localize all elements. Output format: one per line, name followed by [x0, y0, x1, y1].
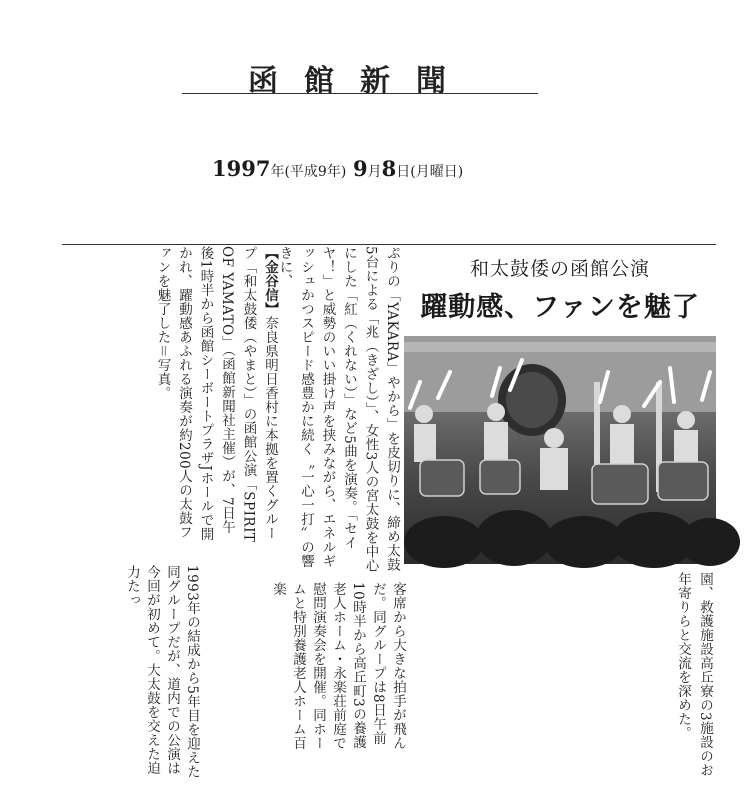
article-column-5: 園、救護施設高丘寮の3施設のお年寄りらと交流を深めた。: [675, 572, 713, 778]
date-month: 9: [352, 156, 368, 181]
article-tag: 【金谷信】: [262, 246, 278, 316]
masthead-title: 函館新聞: [248, 64, 472, 99]
masthead-rule: [182, 93, 538, 94]
date-day: 8: [381, 156, 397, 181]
date-year-suffix: 年: [270, 164, 285, 180]
article-column-4: 客席から大きな拍手が飛んだ。同グループは8日午前10時半から高丘町3の養護老人ホーム・永楽荘前庭で慰問演奏会を開催。同ホームと特別養護老人ホーム百楽: [270, 582, 406, 750]
article-column-2: 1993年の結成から5年目を迎えた同グループだが、道内での公演は今回が初めて。大太鼓を交えた迫力たっ: [124, 565, 200, 779]
article-body-1: 奈良県明日香村に本拠を置くグループ「和太鼓倭（やまと）」の函館公演「SPIRIT OF YAMATO」（函館新聞社主催）が、7日午後1時半から函館シーボートプラザJホールで開かれ、躍動感あふれる演奏が約200人の太鼓ファンを魅了した＝写真。: [154, 246, 278, 543]
article-headline: 躍動感、ファンを魅了: [420, 292, 700, 323]
article-column-1: [62, 246, 280, 546]
date-weekday: (月曜日): [410, 164, 464, 180]
headline-box: [405, 250, 715, 324]
date-month-suffix: 月: [367, 164, 382, 180]
article-kicker: 和太鼓倭の函館公演: [469, 258, 650, 280]
date-year: 1997: [212, 156, 271, 181]
article-photo: [404, 336, 716, 564]
date-day-suffix: 日: [396, 164, 411, 180]
article-column-3: ぷりの「YAKARA」やから」を皮切りに、締め太鼓5台による「兆（きざし）」、女性3人の宮太鼓を中心にした「紅（くれない）」など5曲を演奏。「セイヤ！」と威勢のいい掛け声を挟みながら、エネルギッシュかつスピード感豊かに続く〝一心一打〟の響きに、: [276, 246, 400, 573]
dateline: [212, 156, 552, 181]
date-era: (平成9年): [284, 164, 347, 180]
